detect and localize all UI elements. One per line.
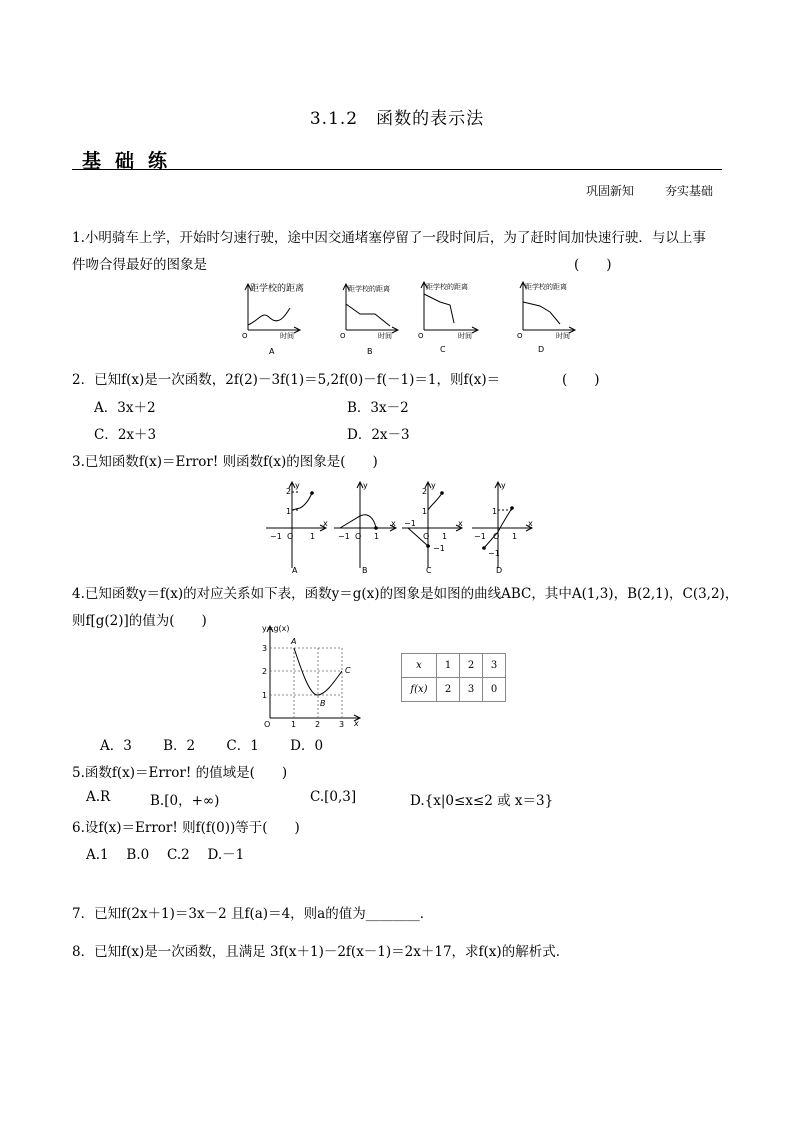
q6-choices: A.1 B.0 C.2 D.－1 xyxy=(86,847,245,863)
q1-line2: 件吻合得最好的图象是 xyxy=(72,257,207,273)
page-title: 3.1.2 函数的表示法 xyxy=(309,109,485,129)
q5-option-c: C.[0,3] xyxy=(310,789,357,805)
q3-b-x: x xyxy=(391,519,396,528)
table-cell: 2 xyxy=(460,654,483,678)
q3-option-b: B xyxy=(362,566,368,575)
q4-point-c: C xyxy=(345,666,351,675)
q1-b-xlabel: 时间 xyxy=(378,332,392,340)
q1-b-ylabel: 距学校的距离 xyxy=(348,285,390,293)
q2-option-c: C．2x＋3 xyxy=(94,427,157,443)
q2-stem: 2．已知f(x)是一次函数，2f(2)－3f(1)＝5,2f(0)－f(－1)＝1，则f(x)＝ xyxy=(72,372,501,388)
q1-graphs xyxy=(240,280,580,360)
q3-d-neg1: −1 xyxy=(474,532,486,541)
q2-option-d: D．2x－3 xyxy=(347,427,410,443)
q1-d-xlabel: 时间 xyxy=(556,332,570,340)
q3-d-neg1-y: −1 xyxy=(488,549,500,558)
q3-d-one: 1 xyxy=(492,507,498,516)
q3-c-x: x xyxy=(458,519,463,528)
q3-b-origin: O xyxy=(355,532,362,541)
q5-option-b: B.[0，+∞) xyxy=(150,793,220,809)
table-cell: f(x) xyxy=(402,678,437,702)
q3-a-neg1: −1 xyxy=(270,532,282,541)
q3-a-one: 1 xyxy=(286,507,292,516)
q4-line1: 4.已知函数y＝f(x)的对应关系如下表，函数y＝g(x)的图象是如图的曲线ABC，其中A(1,3)，B(2,1)，C(3,2)， xyxy=(72,586,739,602)
q3-c-x1: 1 xyxy=(442,532,448,541)
q3-c-neg1-y: −1 xyxy=(433,544,445,553)
q5-option-a: A.R xyxy=(86,789,111,805)
q4-graph xyxy=(262,622,362,730)
q3-option-c: C xyxy=(426,566,432,575)
q4-xtick-3: 3 xyxy=(339,720,345,729)
q4-x-axis: x xyxy=(354,719,359,728)
q3-graphs xyxy=(262,478,534,574)
q4-xtick-1: 1 xyxy=(291,720,297,729)
q1-c-xlabel: 时间 xyxy=(458,332,472,340)
q3-a-two: 2 xyxy=(286,487,292,496)
q3-c-origin: O xyxy=(423,532,430,541)
q4-table xyxy=(401,653,506,702)
q4-ylabel: y=g(x) xyxy=(262,624,290,633)
q3-stem: 3.已知函数f(x)＝Error! 则函数f(x)的图象是( ) xyxy=(72,454,378,470)
q3-d-origin: O xyxy=(493,532,500,541)
table-cell: 2 xyxy=(437,678,460,702)
q4-ytick-2: 2 xyxy=(262,667,268,676)
q7-stem: 7．已知f(2x＋1)＝3x－2 且f(a)＝4，则a的值为________． xyxy=(72,906,434,922)
table-cell: 3 xyxy=(460,678,483,702)
q1-a-origin: O xyxy=(242,332,248,340)
q3-a-x: x xyxy=(323,519,328,528)
q3-a-x1: 1 xyxy=(310,532,316,541)
q1-d-origin: O xyxy=(517,332,523,340)
q4-xtick-2: 2 xyxy=(315,720,321,729)
section-divider xyxy=(72,169,722,170)
q1-paren: ( ) xyxy=(574,257,612,273)
q3-d-x1: 1 xyxy=(512,532,518,541)
q3-b-neg1: −1 xyxy=(338,532,350,541)
table-row xyxy=(402,678,506,702)
q3-c-two: 2 xyxy=(422,487,428,496)
q4-point-a: A xyxy=(291,637,297,646)
q5-option-d: D.{x|0≤x≤2 或 x＝3} xyxy=(410,793,554,809)
q1-line1: 1.小明骑车上学，开始时匀速行驶，途中因交通堵塞停留了一段时间后，为了赶时间加快速行驶．与以上事 xyxy=(72,230,706,246)
q1-option-a: A xyxy=(269,347,275,356)
q2-option-b: B．3x－2 xyxy=(347,400,409,416)
q3-a-origin: O xyxy=(287,532,294,541)
q4-line2: 则f[g(2)]的值为( ) xyxy=(72,613,207,629)
q3-a-y: y xyxy=(295,481,300,490)
table-cell: 3 xyxy=(483,654,506,678)
q1-option-b: B xyxy=(367,347,373,356)
subtitle-left: 巩固新知 xyxy=(586,184,635,198)
subtitle-right: 夯实基础 xyxy=(665,184,714,198)
q1-option-c: C xyxy=(440,345,446,354)
q1-a-ylabel: 距学校的距离 xyxy=(250,284,305,294)
q1-d-ylabel: 距学校的距离 xyxy=(525,283,567,291)
q4-point-b: B xyxy=(320,699,326,708)
q3-d-y: y xyxy=(501,481,506,490)
q4-ytick-3: 3 xyxy=(262,644,268,653)
q3-c-neg1: −1 xyxy=(404,519,416,528)
q2-option-a: A．3x＋2 xyxy=(94,400,156,416)
q1-c-origin: O xyxy=(418,332,424,340)
q3-b-x1: 1 xyxy=(374,532,380,541)
q1-c-ylabel: 距学校的距离 xyxy=(426,283,468,291)
q4-choices: A．3 B．2 C．1 D．0 xyxy=(100,738,324,754)
q3-d-x: x xyxy=(528,519,533,528)
section-heading: 基础练 xyxy=(82,150,182,172)
table-cell: 1 xyxy=(437,654,460,678)
q3-option-d: D xyxy=(496,566,503,575)
q3-b-y: y xyxy=(363,481,368,490)
q3-c-y: y xyxy=(431,481,436,490)
q3-option-a: A xyxy=(292,566,298,575)
table-cell: x xyxy=(402,654,437,678)
q8-stem: 8．已知f(x)是一次函数，且满足 3f(x＋1)－2f(x－1)＝2x＋17，求f(x)的解析式． xyxy=(72,944,570,960)
q4-ytick-1: 1 xyxy=(262,691,268,700)
q1-a-xlabel: 时间 xyxy=(280,332,294,340)
q2-paren: ( ) xyxy=(562,372,600,388)
table-row xyxy=(402,654,506,678)
q5-stem: 5.函数f(x)＝Error! 的值域是( ) xyxy=(72,765,288,781)
q6-stem: 6.设f(x)＝Error! 则f(f(0))等于( ) xyxy=(72,820,300,836)
q3-c-one: 1 xyxy=(422,507,428,516)
q1-b-origin: O xyxy=(340,332,346,340)
q1-option-d: D xyxy=(538,345,545,354)
q4-origin: O xyxy=(264,720,271,729)
table-cell: 0 xyxy=(483,678,506,702)
